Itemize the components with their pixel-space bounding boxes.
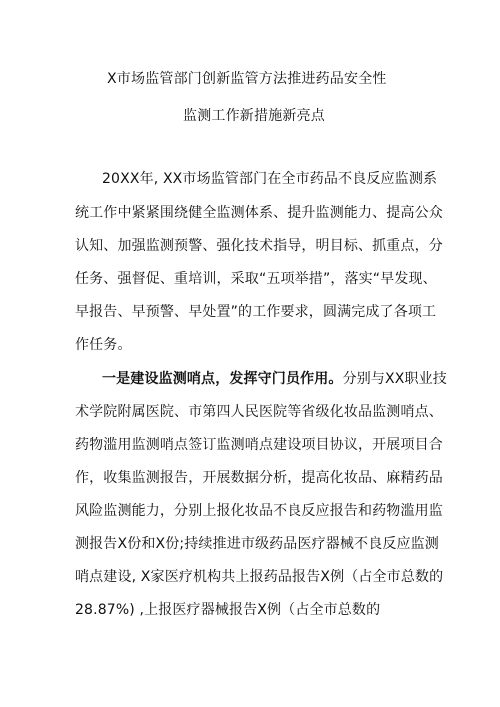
paragraph-2-line-7: 哨点建设, X家医疗机构共上报药品报告X例（占全市总数的: [75, 569, 444, 585]
paragraph-2-line-5: 风险监测能力，分别上报化妆品不良反应报告和药物滥用监: [75, 503, 443, 519]
paragraph-2-line-6: 测报告X份和X份;持续推进市级药品医疗器械不良反应监测: [75, 536, 439, 552]
paragraph-1-line-2: 统工作中紧紧围绕健全监测体系、提升监测能力、提高公众: [75, 205, 443, 221]
paragraph-2-line-1-rest: 分别与XX职业技: [342, 371, 447, 387]
paragraph-1-line-6: 作任务。: [75, 337, 132, 353]
paragraph-2-lead-heading: 一是建设监测哨点，发挥守门员作用。: [102, 371, 343, 387]
document-title-line-2: 监测工作新措施新亮点: [183, 108, 325, 124]
paragraph-2-line-1: [102, 370, 447, 388]
paragraph-1-line-5: 早报告、早预警、早处置”的工作要求，圆满完成了各项工: [75, 304, 437, 320]
paragraph-1-line-4: 任务、强督促、重培训，采取“五项举措”，落实“早发现、: [75, 271, 437, 287]
paragraph-2-line-3: 药物滥用监测哨点签订监测哨点建设项目协议，开展项目合: [75, 437, 443, 453]
paragraph-2-line-4: 作，收集监测报告，开展数据分析，提高化妆品、麻精药品: [75, 470, 443, 486]
paragraph-1-line-1: 20XX年, XX市场监管部门在全市药品不良反应监测系: [102, 171, 438, 187]
paragraph-2-line-2: 术学院附属医院、市第四人民医院等省级化妆品监测哨点、: [75, 404, 443, 420]
paragraph-1-line-3: 认知、加强监测预警、强化技术指导，明目标、抓重点，分: [75, 238, 443, 254]
document-title-line-1: X市场监管部门创新监管方法推进药品安全性: [107, 71, 387, 87]
paragraph-2-line-8: 28.87%) ,上报医疗器械报告X例（占全市总数的: [75, 602, 381, 618]
